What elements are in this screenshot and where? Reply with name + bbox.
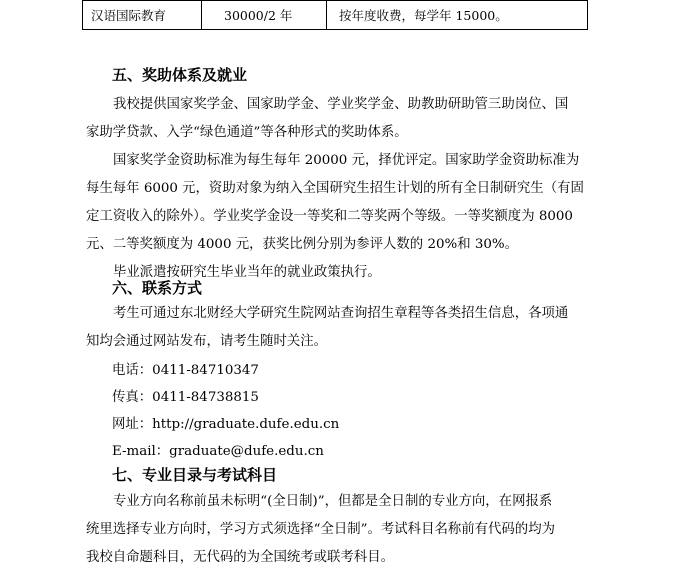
text-line: 家助学贷款、入学“绿色通道”等各种形式的奖助体系。 [86, 125, 408, 140]
text-line: 我校提供国家奖学金、国家助学金、学业奖学金、助教助研助管三助岗位、国 [113, 97, 569, 112]
section-7-heading: 七、专业目录与考试科目 [112, 466, 278, 484]
contact-email-link[interactable]: E-mail：graduate@dufe.edu.cn [112, 444, 324, 459]
text-line: 知均会通过网站发布，请考生随时关注。 [86, 334, 328, 349]
table-cell-major: 汉语国际教育 [83, 1, 202, 30]
table-cell-note: 按年度收费，每学年 15000。 [327, 1, 588, 30]
text-line: 考生可通过东北财经大学研究生院网站查询招生章程等各类招生信息，各项通 [113, 306, 569, 321]
text-line: 国家奖学金资助标准为每生每年 20000 元，择优评定。国家助学金资助标准为 [113, 153, 580, 168]
fee-table [82, 0, 588, 30]
contact-website-link[interactable]: 网址：http://graduate.dufe.edu.cn [112, 417, 340, 432]
text-line: 专业方向名称前虽未标明“(全日制)”，但都是全日制的专业方向，在网报系 [113, 494, 553, 509]
table-cell-fee: 30000/2 年 [202, 1, 327, 30]
section-6-heading: 六、联系方式 [112, 279, 203, 297]
text-line: 定工资收入的除外）。学业奖学金设一等奖和二等奖两个等级。一等奖额度为 8000 [86, 209, 573, 224]
section-6-paragraph-1 [86, 300, 586, 356]
text-line: 统里选择专业方向时，学习方式须选择“全日制”。考试科目名称前有代码的均为 [86, 522, 555, 537]
section-5-paragraph-1 [86, 91, 586, 147]
section-5-paragraph-2 [86, 147, 586, 259]
text-line: 每生每年 6000 元，资助对象为纳入全国研究生招生计划的所有全日制研究生（有固 [86, 181, 584, 196]
table-row [83, 1, 588, 30]
text-line: 毕业派遣按研究生毕业当年的就业政策执行。 [113, 265, 381, 280]
text-line: 元、二等奖额度为 4000 元，获奖比例分别为参评人数的 20%和 30%。 [86, 237, 519, 252]
text-line: 我校自命题科目，无代码的为全国统考或联考科目。 [86, 550, 394, 565]
contact-fax: 传真：0411-84738815 [112, 390, 259, 405]
section-7-paragraph-1 [86, 488, 586, 572]
contact-phone: 电话：0411-84710347 [112, 363, 259, 378]
section-5-heading: 五、奖助体系及就业 [112, 66, 248, 84]
